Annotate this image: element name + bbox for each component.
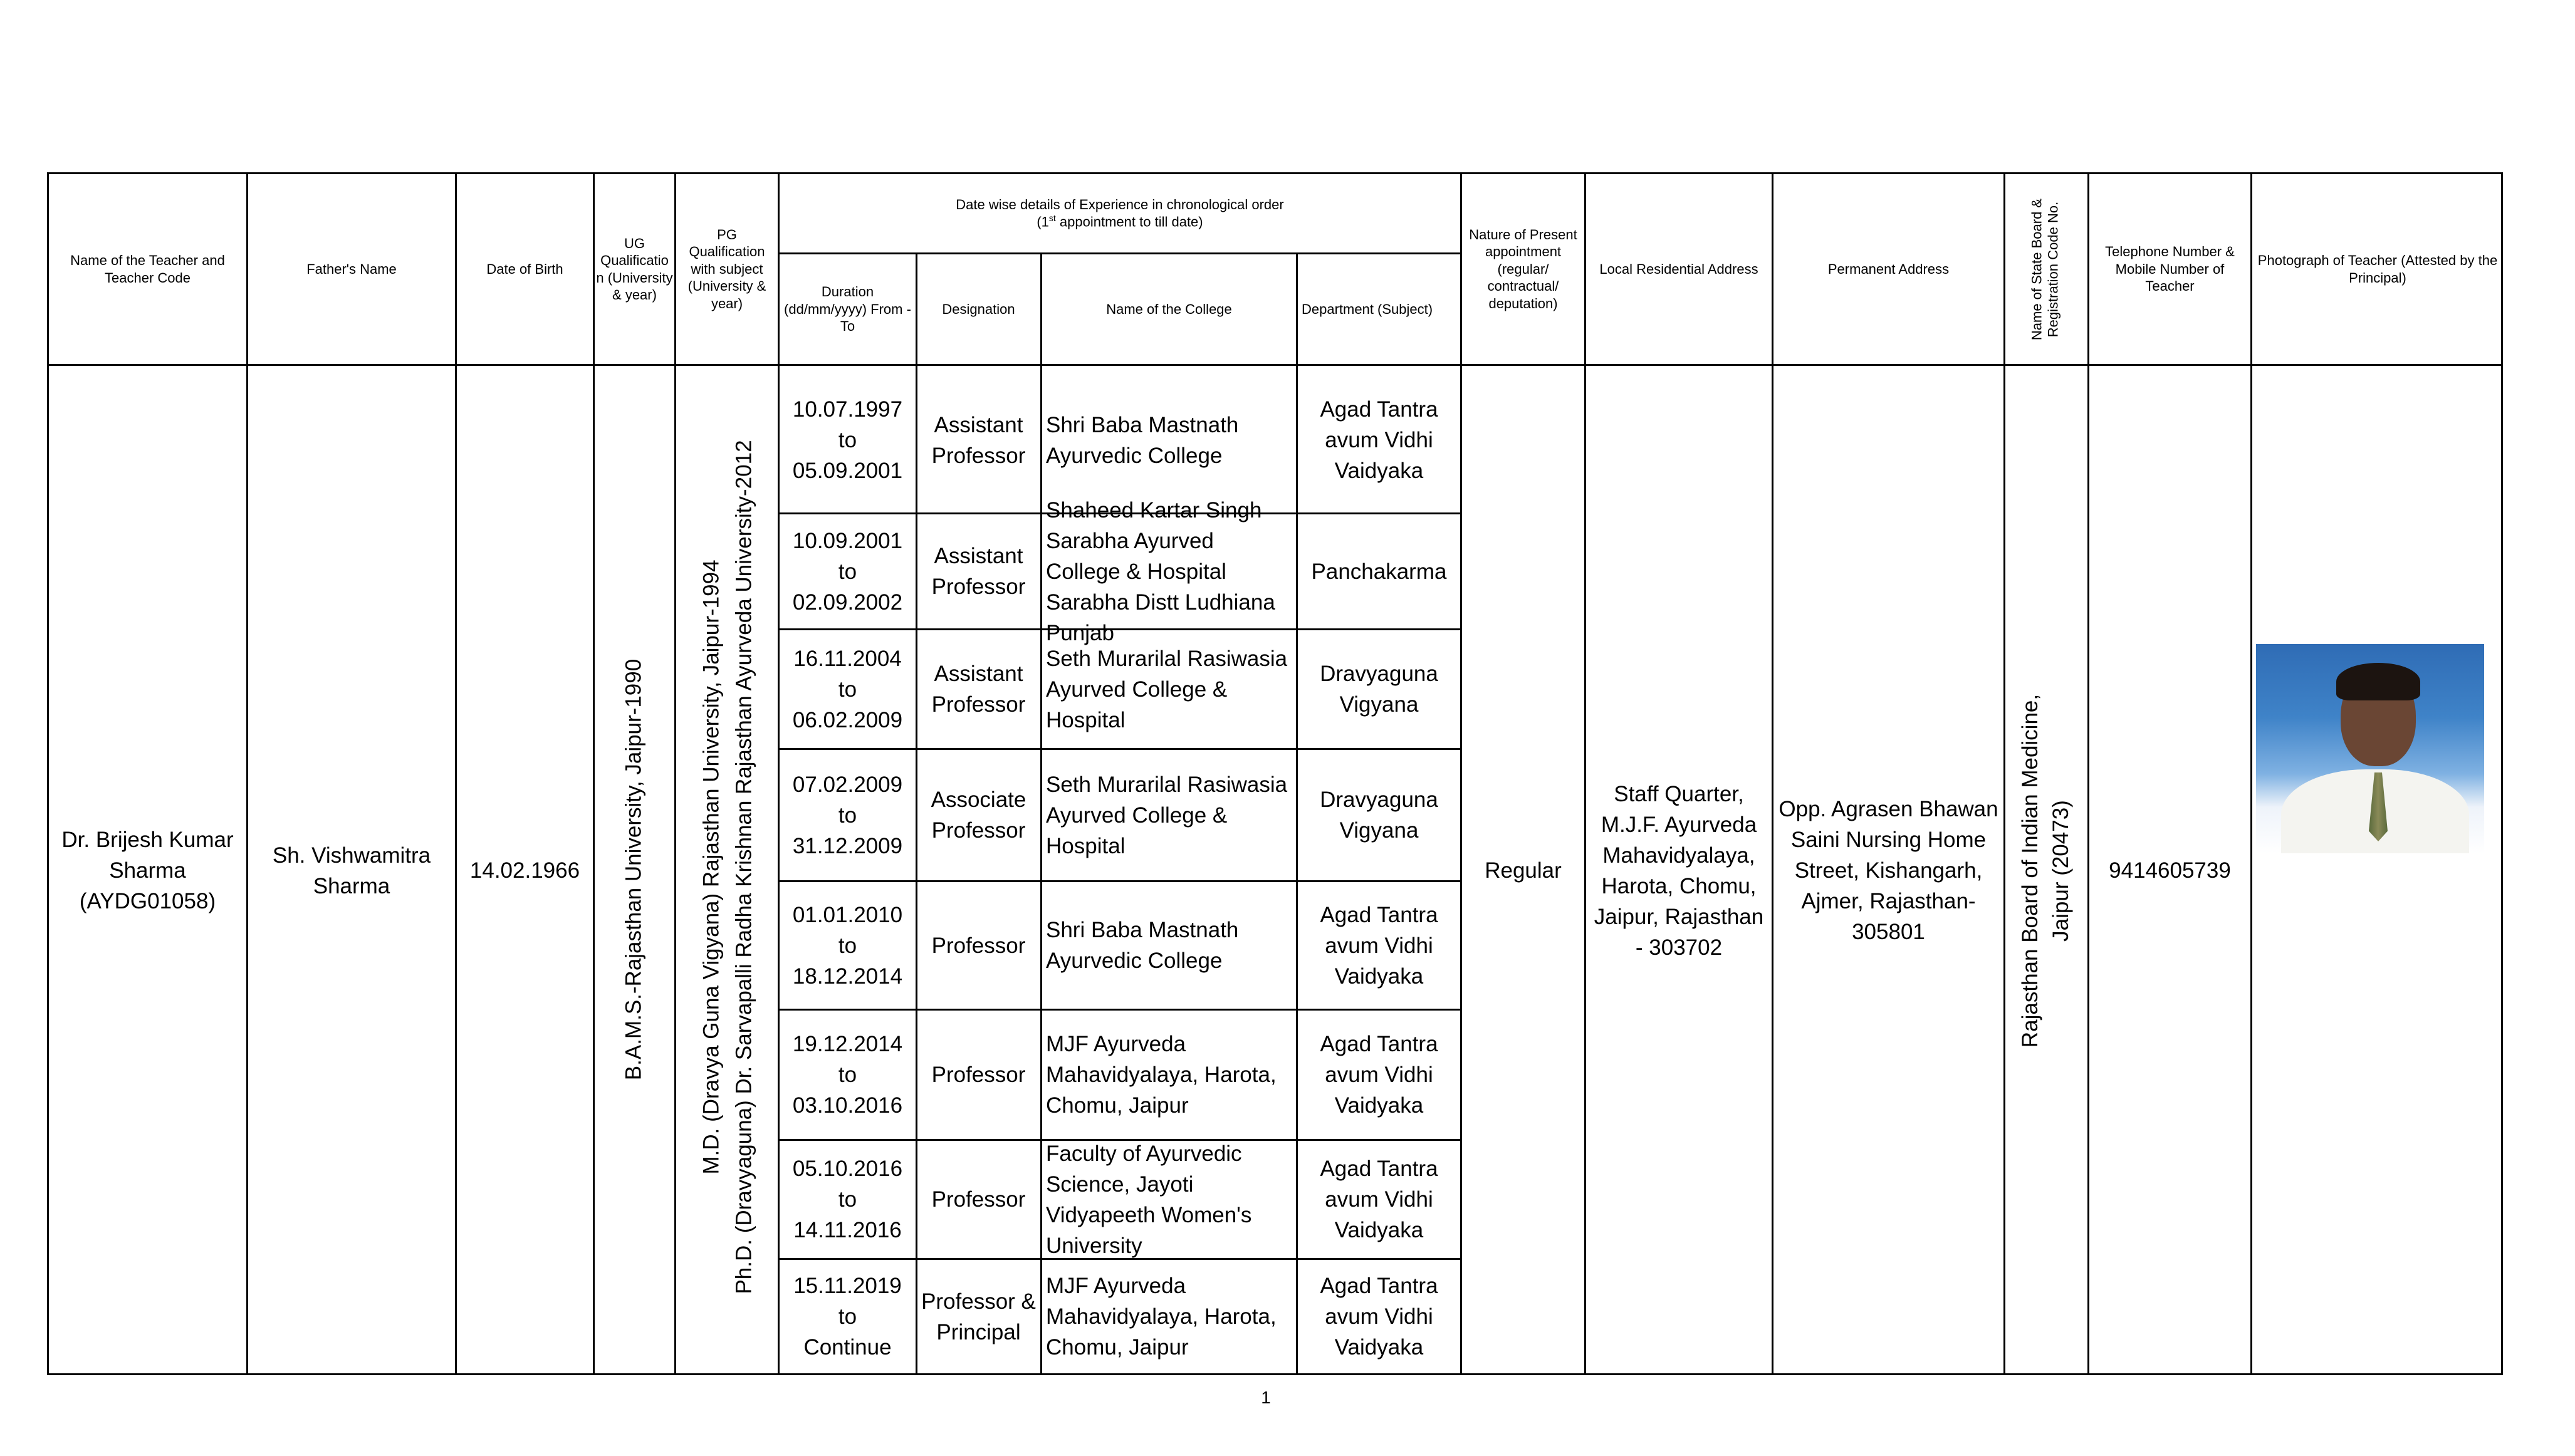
header-permanent-address: Permanent Address [1827, 261, 1950, 277]
experience-duration [780, 750, 916, 880]
experience-department: Agad Tantra avum Vidhi Vaidyaka [1320, 1032, 1438, 1118]
header-experience-group [780, 174, 1460, 252]
experience-department: Agad Tantra avum Vidhi Vaidyaka [1320, 397, 1438, 483]
duration-to: 18.12.2014 [792, 964, 903, 989]
header-ug: UG Qualificatio n (University & year) [596, 235, 673, 303]
experience-department: Agad Tantra avum Vidhi Vaidyaka [1320, 1157, 1438, 1242]
header-dob: Date of Birth [486, 261, 563, 277]
experience-duration [780, 514, 916, 628]
duration-from: 10.07.1997 [792, 397, 903, 422]
experience-duration [780, 1260, 916, 1373]
header-pg: PG Qualification with subject (University & year) [687, 226, 766, 311]
duration-to: 14.11.2016 [793, 1218, 902, 1242]
header-department: Department (Subject) [1302, 301, 1433, 317]
duration-to: 03.10.2016 [792, 1093, 903, 1118]
duration-to-word: to [838, 933, 857, 958]
experience-duration [780, 630, 916, 748]
experience-college: Seth Murarilal Rasiwasia Ayurved College & Hospital [1046, 772, 1288, 858]
experience-designation: Assistant Professor [931, 544, 1026, 599]
header-designation: Designation [942, 301, 1015, 317]
teacher-photograph [2256, 644, 2484, 853]
experience-designation: Associate Professor [931, 788, 1026, 843]
experience-duration [780, 1141, 916, 1258]
duration-to-word: to [838, 1304, 857, 1329]
header-duration: Duration (dd/mm/yyyy) From - To [784, 284, 911, 335]
ug-qualification: B.A.M.S.-Rajasthan University, Jaipur-1990 [621, 658, 646, 1081]
duration-from: 16.11.2004 [793, 646, 902, 671]
experience-designation: Assistant Professor [931, 662, 1026, 717]
duration-to: 05.09.2001 [792, 459, 903, 483]
experience-subtitle: (1st appointment to till date) [1037, 213, 1203, 230]
experience-designation: Assistant Professor [931, 412, 1026, 468]
state-board: Rajasthan Board of Indian Medicine, Jaipur (20473) [2018, 694, 2073, 1048]
experience-duration [780, 1011, 916, 1139]
experience-college: MJF Ayurveda Mahavidyalaya, Harota, Chomu, Jaipur [1046, 1274, 1277, 1360]
duration-to: 06.02.2009 [792, 707, 903, 732]
experience-college: Shaheed Kartar Singh Sarabha Ayurved College & Hospital Sarabha Distt Ludhiana Punjab [1046, 497, 1275, 645]
permanent-address: Opp. Agrasen Bhawan Saini Nursing Home Street, Kishangarh, Ajmer, Rajasthan-305801 [1778, 797, 1998, 944]
experience-designation: Professor & Principal [921, 1289, 1036, 1344]
pg-qualification-md: M.D. (Dravya Guna Vigyana) Rajasthan University, Jaipur-1994 [699, 559, 724, 1175]
experience-designation: Professor [931, 1187, 1026, 1212]
experience-department: Panchakarma [1311, 559, 1447, 584]
experience-department: Agad Tantra avum Vidhi Vaidyaka [1320, 902, 1438, 989]
duration-to: Continue [803, 1335, 892, 1360]
pg-qualification-phd: Ph.D. (Dravyaguna) Dr. Sarvapalli Radha Krishnan Rajasthan Ayurveda University-2012 [731, 440, 756, 1294]
experience-college: MJF Ayurveda Mahavidyalaya, Harota, Chomu, Jaipur [1046, 1032, 1277, 1118]
duration-from: 07.02.2009 [792, 772, 903, 797]
header-father: Father's Name [306, 261, 397, 277]
experience-duration [780, 882, 916, 1009]
duration-to-word: to [838, 1063, 857, 1087]
duration-from: 15.11.2019 [793, 1274, 902, 1298]
duration-from: 10.09.2001 [792, 528, 903, 553]
header-name-code: Name of the Teacher and Teacher Code [70, 252, 225, 286]
experience-college: Shri Baba Mastnath Ayurvedic College [1046, 412, 1239, 468]
header-college: Name of the College [1106, 301, 1232, 317]
teacher-name-code: Dr. Brijesh Kumar Sharma (AYDG01058) [61, 828, 234, 913]
duration-to-word: to [838, 677, 857, 702]
header-telephone: Telephone Number & Mobile Number of Teacher [2105, 244, 2235, 294]
duration-to-word: to [838, 428, 857, 452]
duration-to-word: to [838, 1187, 857, 1212]
duration-from: 01.01.2010 [792, 902, 903, 927]
duration-to: 02.09.2002 [792, 590, 903, 615]
header-nature: Nature of Present appointment (regular/ contractual/ deputation) [1469, 226, 1577, 311]
experience-duration [780, 368, 916, 512]
date-of-birth: 14.02.1966 [469, 858, 580, 883]
header-photograph: Photograph of Teacher (Attested by the Principal) [2257, 252, 2498, 286]
appointment-nature: Regular [1485, 858, 1562, 883]
experience-designation: Professor [931, 933, 1026, 958]
duration-from: 05.10.2016 [792, 1157, 903, 1181]
duration-to-word: to [838, 803, 857, 828]
father-name: Sh. Vishwamitra Sharma [272, 843, 431, 898]
experience-department: Agad Tantra avum Vidhi Vaidyaka [1320, 1274, 1438, 1360]
header-local-address: Local Residential Address [1599, 261, 1758, 277]
duration-to: 31.12.2009 [792, 833, 903, 858]
experience-title: Date wise details of Experience in chronological order [956, 196, 1284, 212]
header-state-board: Name of State Board & Registration Code No. [2029, 198, 2061, 341]
experience-college: Shri Baba Mastnath Ayurvedic College [1046, 918, 1239, 973]
telephone: 9414605739 [2109, 858, 2231, 883]
experience-college: Faculty of Ayurvedic Science, Jayoti Vidyapeeth Women's University [1046, 1141, 1252, 1258]
page-number: 1 [1261, 1387, 1271, 1407]
duration-to-word: to [838, 559, 857, 584]
duration-from: 19.12.2014 [792, 1032, 903, 1056]
experience-designation: Professor [931, 1063, 1026, 1087]
experience-college: Seth Murarilal Rasiwasia Ayurved College & Hospital [1046, 646, 1288, 732]
experience-department: Dravyaguna Vigyana [1320, 662, 1438, 717]
local-address: Staff Quarter, M.J.F. Ayurveda Mahavidyalaya, Harota, Chomu, Jaipur, Rajasthan - 303702 [1594, 781, 1764, 960]
experience-department: Dravyaguna Vigyana [1320, 788, 1438, 843]
